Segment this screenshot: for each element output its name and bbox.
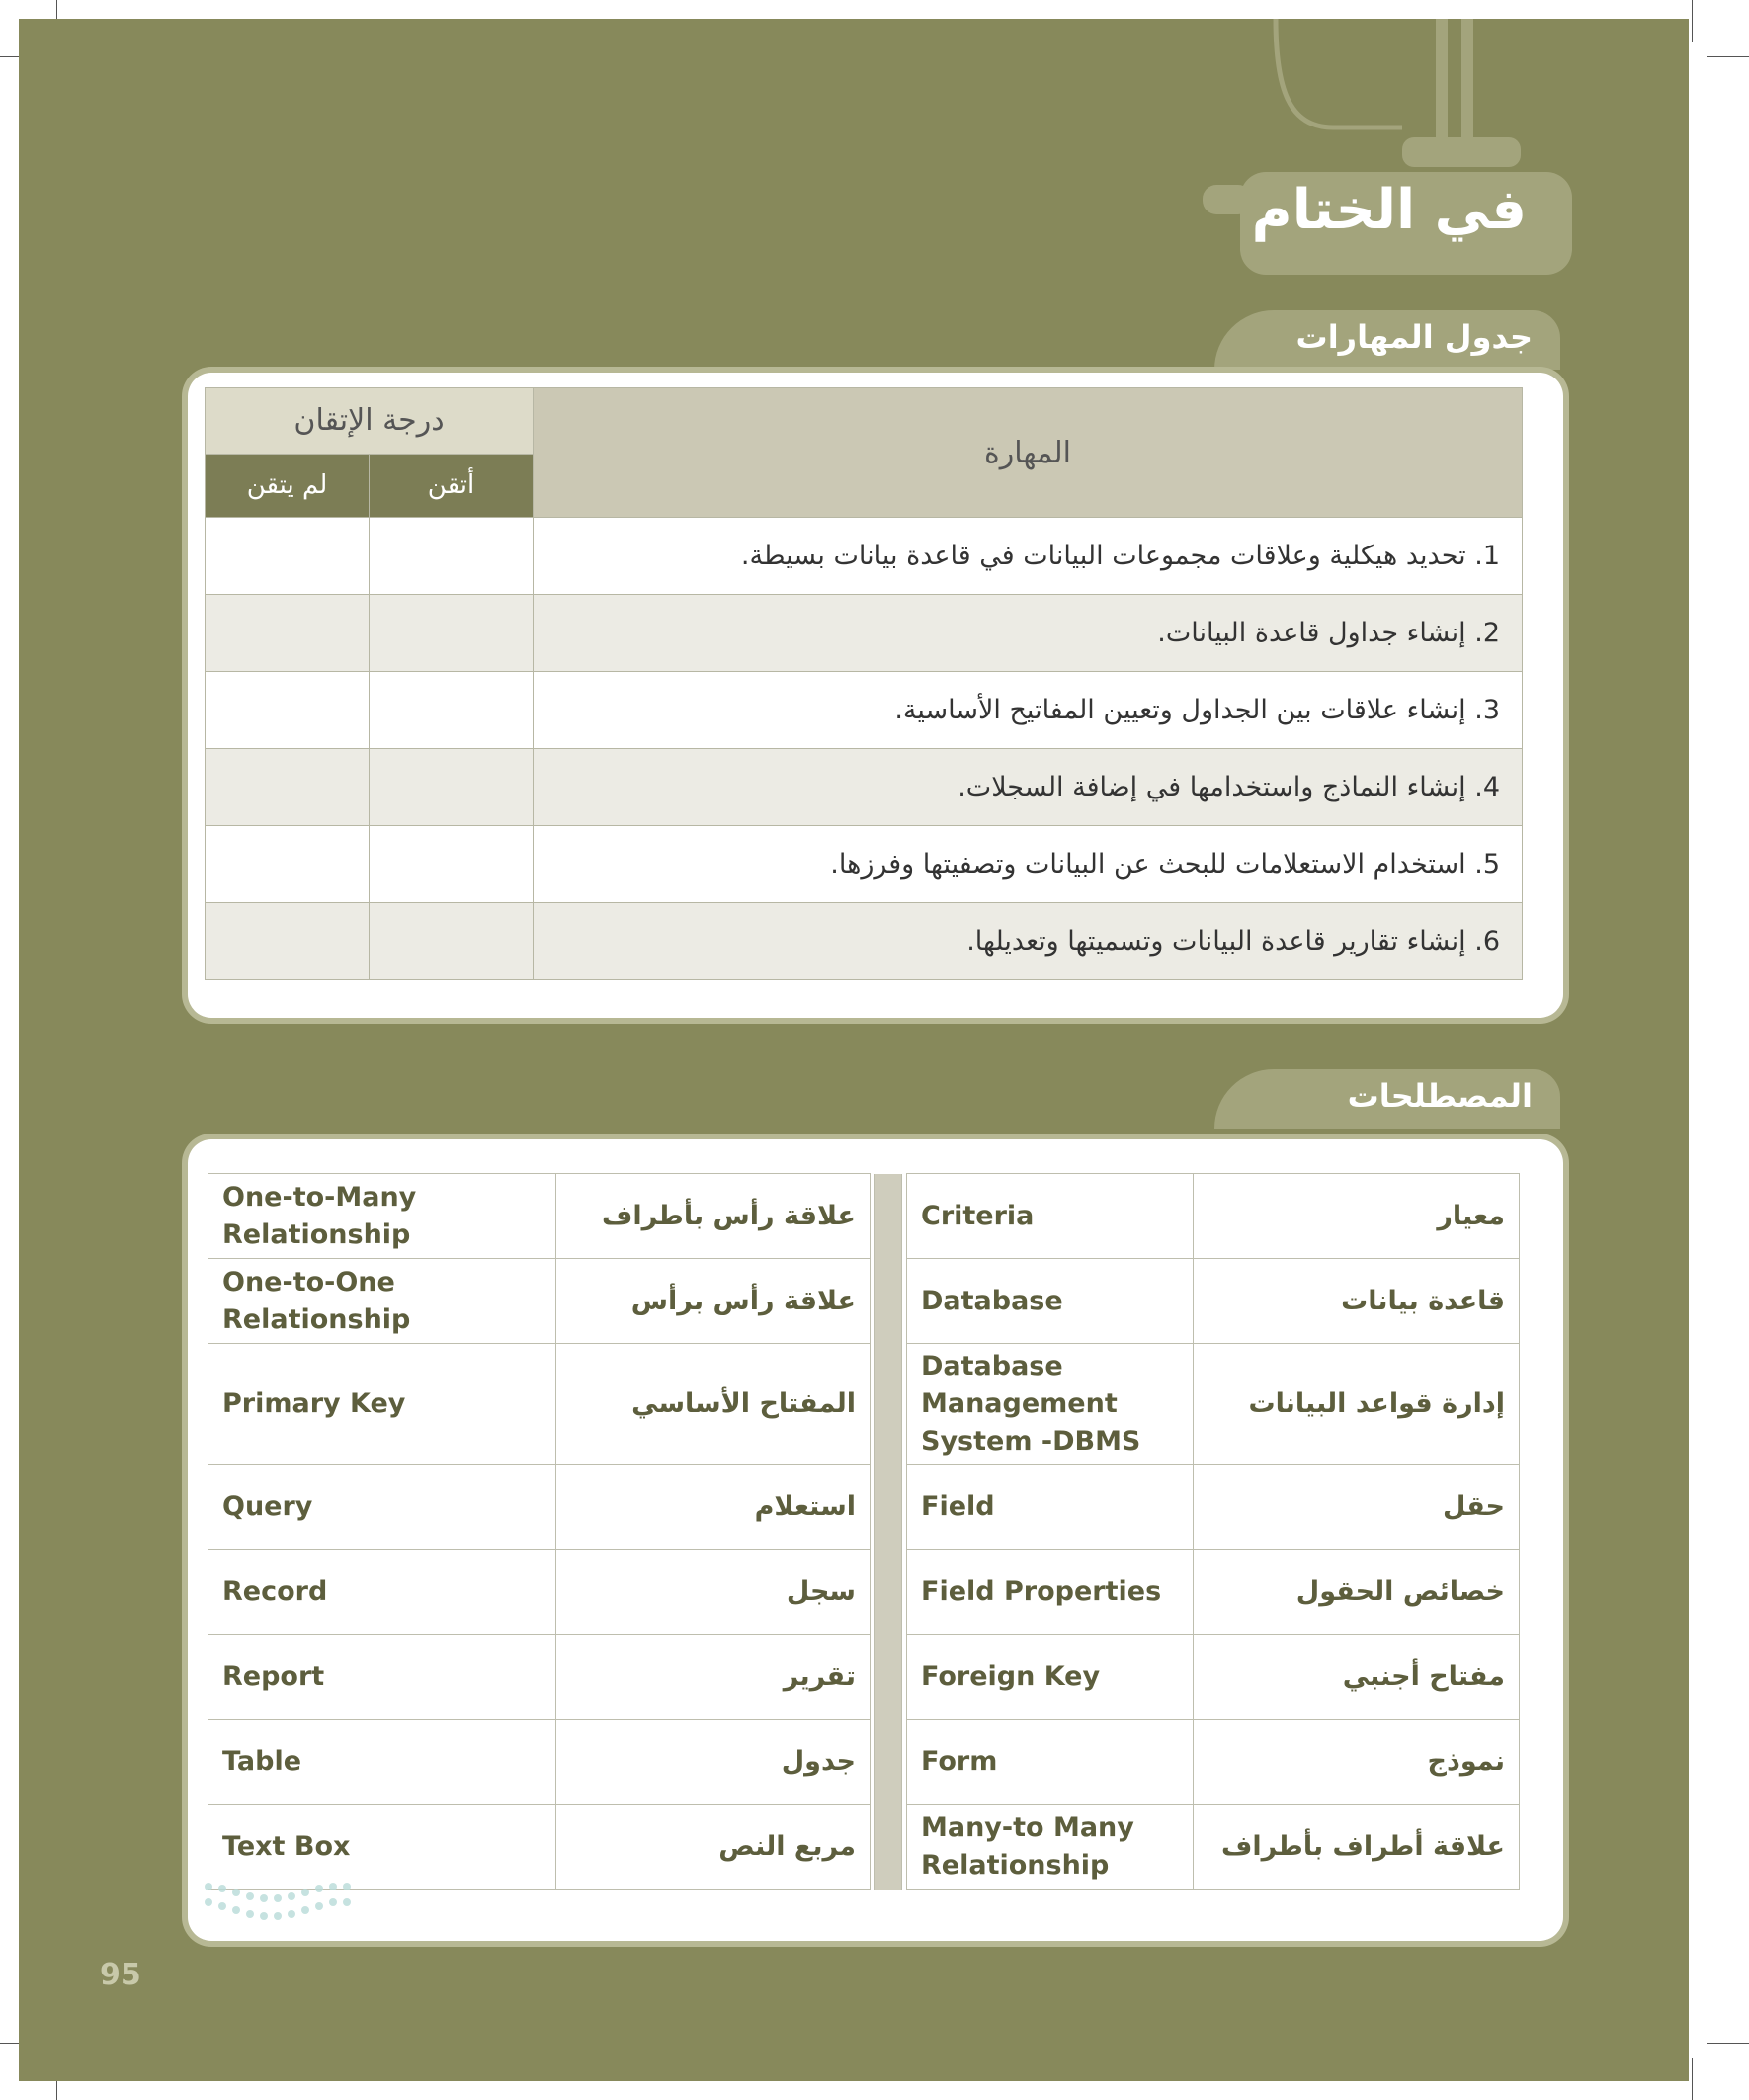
table-row [206, 672, 1523, 749]
term-arabic: خصائص الحقول [1194, 1550, 1520, 1635]
term-english: Many-to Many Relationship [907, 1805, 1194, 1890]
term-arabic: جدول [556, 1720, 871, 1805]
term-row [208, 1174, 1520, 1259]
skills-table [205, 387, 1523, 980]
term-english: Criteria [907, 1174, 1194, 1259]
title-tab [1240, 172, 1572, 275]
table-row [206, 518, 1523, 595]
not-master-checkbox-cell[interactable] [206, 595, 370, 672]
term-english: Text Box [208, 1805, 556, 1890]
skill-text: 5. استخدام الاستعلامات للبحث عن البيانات وتصفيتها وفرزها. [534, 826, 1523, 903]
ministry-logo-watermark [199, 1877, 367, 1936]
term-english: Database Management System -DBMS [907, 1344, 1194, 1465]
term-arabic: مربع النص [556, 1805, 871, 1890]
not-master-checkbox-cell[interactable] [206, 518, 370, 595]
crop-mark [1692, 2058, 1693, 2100]
term-english: Record [208, 1550, 556, 1635]
table-row [206, 749, 1523, 826]
skill-text: 3. إنشاء علاقات بين الجداول وتعيين المفاتيح الأساسية. [534, 672, 1523, 749]
master-column-header: أتقن [370, 454, 534, 517]
term-row [208, 1344, 1520, 1465]
crop-mark [1692, 0, 1693, 42]
term-english: Database [907, 1259, 1194, 1344]
term-arabic: تقرير [556, 1635, 871, 1720]
term-english: Query [208, 1465, 556, 1550]
term-arabic: حقل [1194, 1465, 1520, 1550]
column-divider [875, 1174, 902, 1890]
term-row [208, 1720, 1520, 1805]
term-arabic: المفتاح الأساسي [556, 1344, 871, 1465]
title-knob [1203, 185, 1252, 214]
term-english: One-to-One Relationship [208, 1259, 556, 1344]
term-arabic: استعلام [556, 1465, 871, 1550]
not-master-checkbox-cell[interactable] [206, 826, 370, 903]
term-english: Form [907, 1720, 1194, 1805]
skill-text: 4. إنشاء النماذج واستخدامها في إضافة السجلات. [534, 749, 1523, 826]
skill-text: 6. إنشاء تقارير قاعدة البيانات وتسميتها وتعديلها. [534, 903, 1523, 980]
page-title: في الختام [1251, 178, 1527, 242]
page [19, 19, 1689, 2081]
term-row [208, 1805, 1520, 1890]
term-row [208, 1465, 1520, 1550]
not-master-checkbox-cell[interactable] [206, 903, 370, 980]
term-arabic: علاقة أطراف بأطراف [1194, 1805, 1520, 1890]
skills-tab [1214, 310, 1560, 370]
not-master-checkbox-cell[interactable] [206, 672, 370, 749]
not-master-checkbox-cell[interactable] [206, 749, 370, 826]
table-row [206, 826, 1523, 903]
master-checkbox-cell[interactable] [370, 749, 534, 826]
term-english: One-to-Many Relationship [208, 1174, 556, 1259]
term-row [208, 1259, 1520, 1344]
term-arabic: سجل [556, 1550, 871, 1635]
term-arabic: معيار [1194, 1174, 1520, 1259]
skill-text: 2. إنشاء جداول قاعدة البيانات. [534, 595, 1523, 672]
term-arabic: نموذج [1194, 1720, 1520, 1805]
term-arabic: علاقة رأس برأس [556, 1259, 871, 1344]
skills-heading: جدول المهارات [1295, 318, 1533, 356]
table-row [206, 595, 1523, 672]
term-arabic: علاقة رأس بأطراف [556, 1174, 871, 1259]
table-row [206, 903, 1523, 980]
terms-heading: المصطلحات [1347, 1077, 1533, 1115]
term-arabic: مفتاح أجنبي [1194, 1635, 1520, 1720]
master-checkbox-cell[interactable] [370, 903, 534, 980]
term-english: Report [208, 1635, 556, 1720]
term-row [208, 1635, 1520, 1720]
page-number: 95 [100, 1958, 141, 1992]
term-english: Primary Key [208, 1344, 556, 1465]
term-english: Field [907, 1465, 1194, 1550]
master-checkbox-cell[interactable] [370, 672, 534, 749]
term-row [208, 1550, 1520, 1635]
term-arabic: قاعدة بيانات [1194, 1259, 1520, 1344]
crop-mark [1707, 56, 1749, 57]
master-checkbox-cell[interactable] [370, 595, 534, 672]
level-column-header: درجة الإتقان [206, 388, 534, 455]
term-english: Table [208, 1720, 556, 1805]
skill-column-header: المهارة [534, 388, 1523, 518]
master-checkbox-cell[interactable] [370, 826, 534, 903]
term-english: Field Properties [907, 1550, 1194, 1635]
master-checkbox-cell[interactable] [370, 518, 534, 595]
skill-text: 1. تحديد هيكلية وعلاقات مجموعات البيانات في قاعدة بيانات بسيطة. [534, 518, 1523, 595]
not-master-column-header: لم يتقن [206, 454, 370, 517]
terms-tab [1214, 1069, 1560, 1129]
term-arabic: إدارة قواعد البيانات [1194, 1344, 1520, 1465]
terms-table [208, 1173, 1520, 1890]
term-english: Foreign Key [907, 1635, 1194, 1720]
crop-mark [1707, 2043, 1749, 2044]
